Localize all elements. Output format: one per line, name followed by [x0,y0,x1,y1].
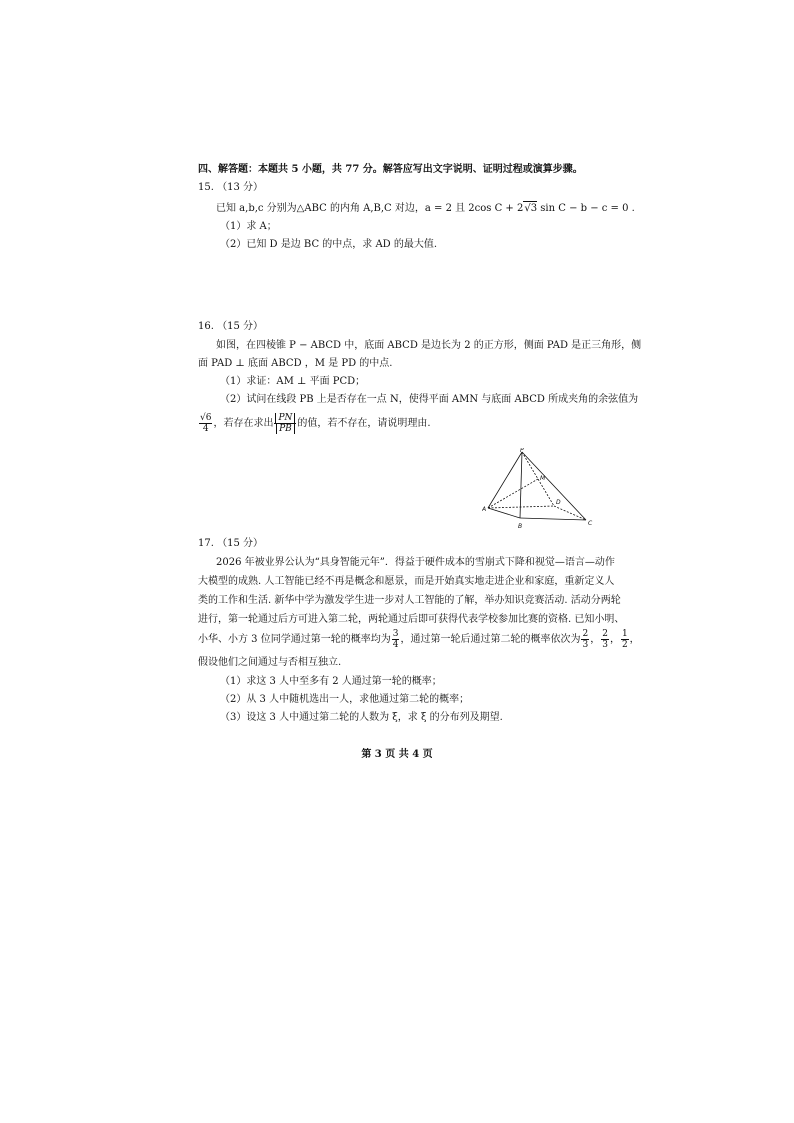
ratio-num [274,413,296,424]
q16-part2b-a: ，若存在求出 [213,418,274,429]
q15-stem [216,201,635,216]
q16-number: 16. （15 分） [198,321,263,332]
prob-2b-num: 2 [602,629,608,639]
ratio-den [274,424,296,434]
q16-stem1: 如图，在四棱锥 P − ABCD 中，底面 ABCD 是边长为 2 的正方形，侧面 PAD 是正三角形，侧 [216,340,642,351]
q17-number: 17. （15 分） [198,538,263,549]
q16-stem2: 面 PAD ⊥ 底面 ABCD ，M 是 PD 的中点. [198,358,393,369]
edge-DC [554,506,586,520]
q17-line6: 假设他们之间通过与否相互独立. [198,657,342,668]
q17-line4: 进行，第一轮通过后方可进入第二轮，两轮通过后即可获得代表学校参加比赛的资格. 已知小明、 [198,614,625,625]
label-D: D [556,499,561,506]
cosine-fraction [199,413,212,434]
q16-part2b-b: 的值，若不存在，请说明理由. [297,418,431,429]
q17-line2: 大模型的成熟. 人工智能已经不再是概念和愿景，而是开始真实地走进企业和家庭，重新定义人 [198,576,615,587]
prob-second-xiaoming [581,629,589,650]
section-heading: 四、解答题：本题共 5 小题，共 77 分。解答应写出文字说明、证明过程或演算步骤。 [198,164,583,175]
q15-part2: （2）已知 D 是边 BC 的中点，求 AD 的最大值. [220,239,438,250]
q17-line3: 类的工作和生活. 新华中学为激发学生进一步对人工智能的了解，举办知识竞赛活动. 活动分两轮 [198,595,621,606]
label-A: A [482,506,487,513]
sep-2: ， [609,634,620,645]
prob-first-den: 4 [392,640,399,650]
q17-part3: （3）设这 3 人中通过第二轮的人数为 ξ，求 ξ 的分布列及期望. [220,712,503,723]
ratio-fraction [274,413,296,434]
q16-part1: （1）求证：AM ⊥ 平面 PCD； [220,376,366,387]
prob-2a-den: 3 [582,640,589,650]
prob-2b-den: 3 [602,640,608,650]
edge-PA [488,452,522,508]
cosine-sqrt-value: 6 [205,413,212,423]
edge-PB [520,452,522,518]
ratio-num-text: PN [275,413,295,423]
segment-AM [488,479,538,508]
ratio-den-text: PB [276,424,295,434]
label-B: B [518,523,523,530]
edge-BC [520,518,586,520]
cosine-fraction-num: √6 [200,413,212,423]
q16-part2-cont [198,412,431,436]
q15-part1: （1）求 A； [220,221,277,232]
page-footer: 第 3 页 共 4 页 [361,749,433,760]
q17-line1: 2026 年被业界公认为“具身智能元年”．得益于硬件成本的雪崩式下降和视觉—语言—动作 [216,557,615,568]
q15-stem-sqrt: √3 [524,203,538,214]
prob-second-xiaofang [621,629,629,650]
q15-sqrt-value: 3 [530,203,538,214]
label-M: M [540,475,546,482]
prob-2c-den: 2 [621,640,628,650]
sep-3: ， [629,634,640,645]
q15-stem-a: 已知 a,b,c 分别为△ABC 的内角 A,B,C 对边，a = 2 且 2cos C + 2 [216,203,524,214]
q17-line5 [198,628,640,652]
q17-part2: （2）从 3 人中随机选出一人，求他通过第二轮的概率； [220,694,470,705]
sep-1: ， [590,634,601,645]
prob-first-round [392,629,400,650]
q15-number: 15. （13 分） [198,182,263,193]
edge-PC [522,452,586,520]
prob-second-xiaohua [601,629,609,650]
q17-line5-b: ，通过第一轮后通过第二轮的概率依次为 [400,634,581,645]
label-P: P [520,448,524,454]
label-C: C [588,520,593,527]
q15-stem-b: sin C − b − c = 0 . [537,203,635,214]
prob-2c-num: 1 [621,629,628,639]
cosine-fraction-den: 4 [202,424,209,434]
q17-part1: （1）求这 3 人中至多有 2 人通过第一轮的概率； [220,676,442,687]
prob-2a-num: 2 [582,629,589,639]
edge-AB [488,508,520,518]
q17-line5-a: 小华、小方 3 位同学通过第一轮的概率均为 [198,634,391,645]
pyramid-figure [482,448,596,530]
edge-AD [488,506,554,508]
prob-first-num: 3 [392,629,399,639]
q16-part2: （2）试问在线段 PB 上是否存在一点 N，使得平面 AMN 与底面 ABCD 所成夹角的余弦值为 [220,394,639,405]
